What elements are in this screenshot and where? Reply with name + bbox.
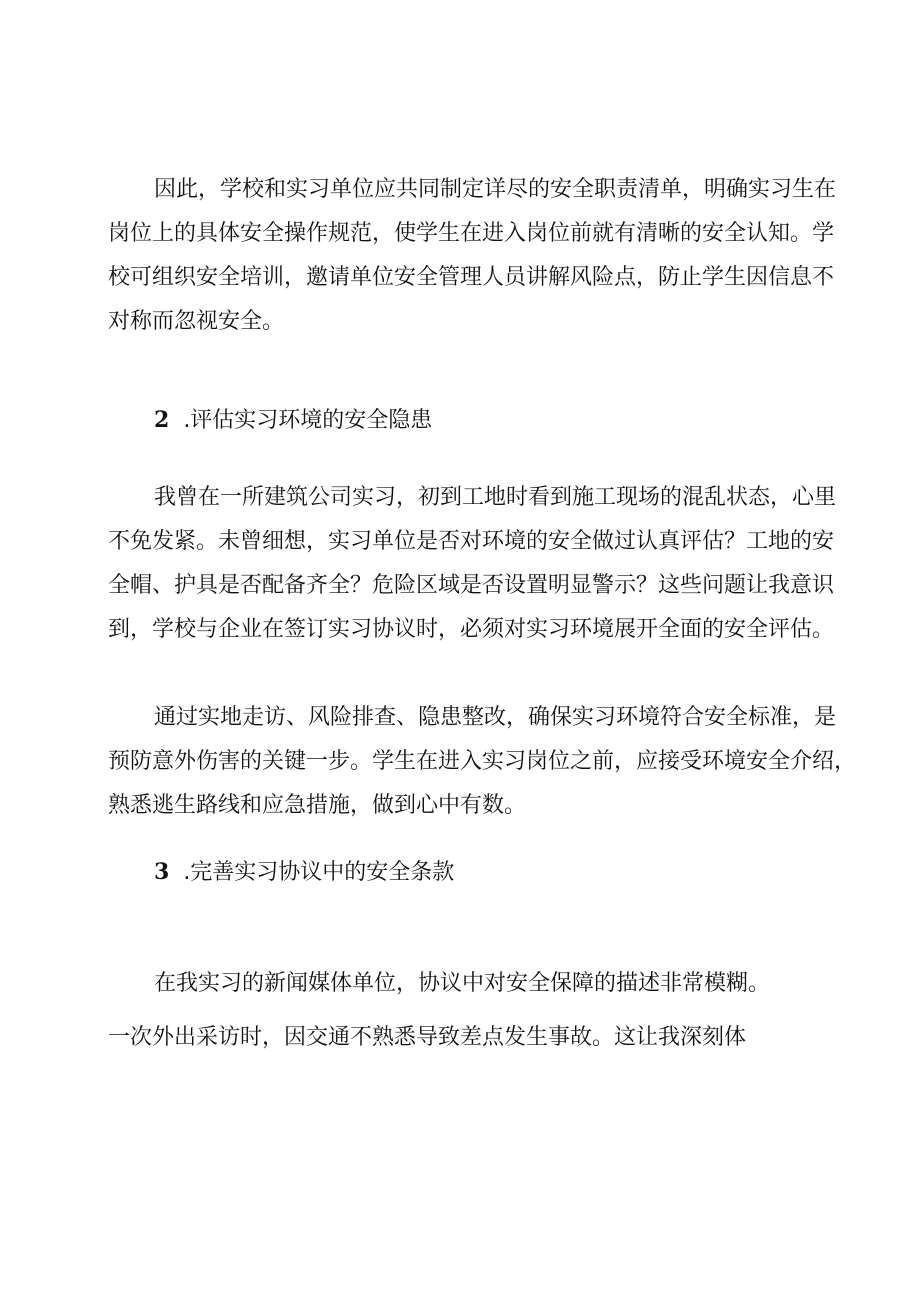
section-2-heading [154,405,432,436]
paragraph-3-line-3: 熟悉逃生路线和应急措施，做到心中有数。 [108,793,527,818]
section-3-heading [154,857,454,888]
paragraph-3-line-2: 预防意外伤害的关键一步。学生在进入实习岗位之前，应接受环境安全介绍， [108,749,857,774]
section-3-title: .完善实习协议中的安全条款 [183,860,455,885]
paragraph-4-line-1: 在我实习的新闻媒体单位，协议中对安全保障的描述非常模糊。 [154,971,771,996]
paragraph-2-line-3: 全帽、护具是否配备齐全？危险区域是否设置明显警示？这些问题让我意识 [108,573,835,598]
paragraph-1-line-4: 对称而忽视安全。 [108,309,285,334]
paragraph-2-line-4: 到，学校与企业在签订实习协议时，必须对实习环境展开全面的安全评估。 [108,617,835,642]
section-3-number: 3 [154,859,170,885]
paragraph-2-line-2: 不免发紧。未曾细想，实习单位是否对环境的安全做过认真评估？工地的安 [108,529,835,554]
section-2-number: 2 [154,407,170,433]
paragraph-1-line-2: 岗位上的具体安全操作规范，使学生在进入岗位前就有清晰的安全认知。学 [108,221,835,246]
section-2-title: .评估实习环境的安全隐患 [183,408,433,433]
paragraph-1-line-3: 校可组织安全培训，邀请单位安全管理人员讲解风险点，防止学生因信息不 [108,265,835,290]
paragraph-4-line-2: 一次外出采访时，因交通不熟悉导致差点发生事故。这让我深刻体 [108,1025,747,1050]
paragraph-2-line-1: 我曾在一所建筑公司实习，初到工地时看到施工现场的混乱状态，心里 [154,485,837,510]
paragraph-3-line-1: 通过实地走访、风险排查、隐患整改，确保实习环境符合安全标准，是 [154,705,837,730]
paragraph-1-line-1: 因此，学校和实习单位应共同制定详尽的安全职责清单，明确实习生在 [154,177,837,202]
